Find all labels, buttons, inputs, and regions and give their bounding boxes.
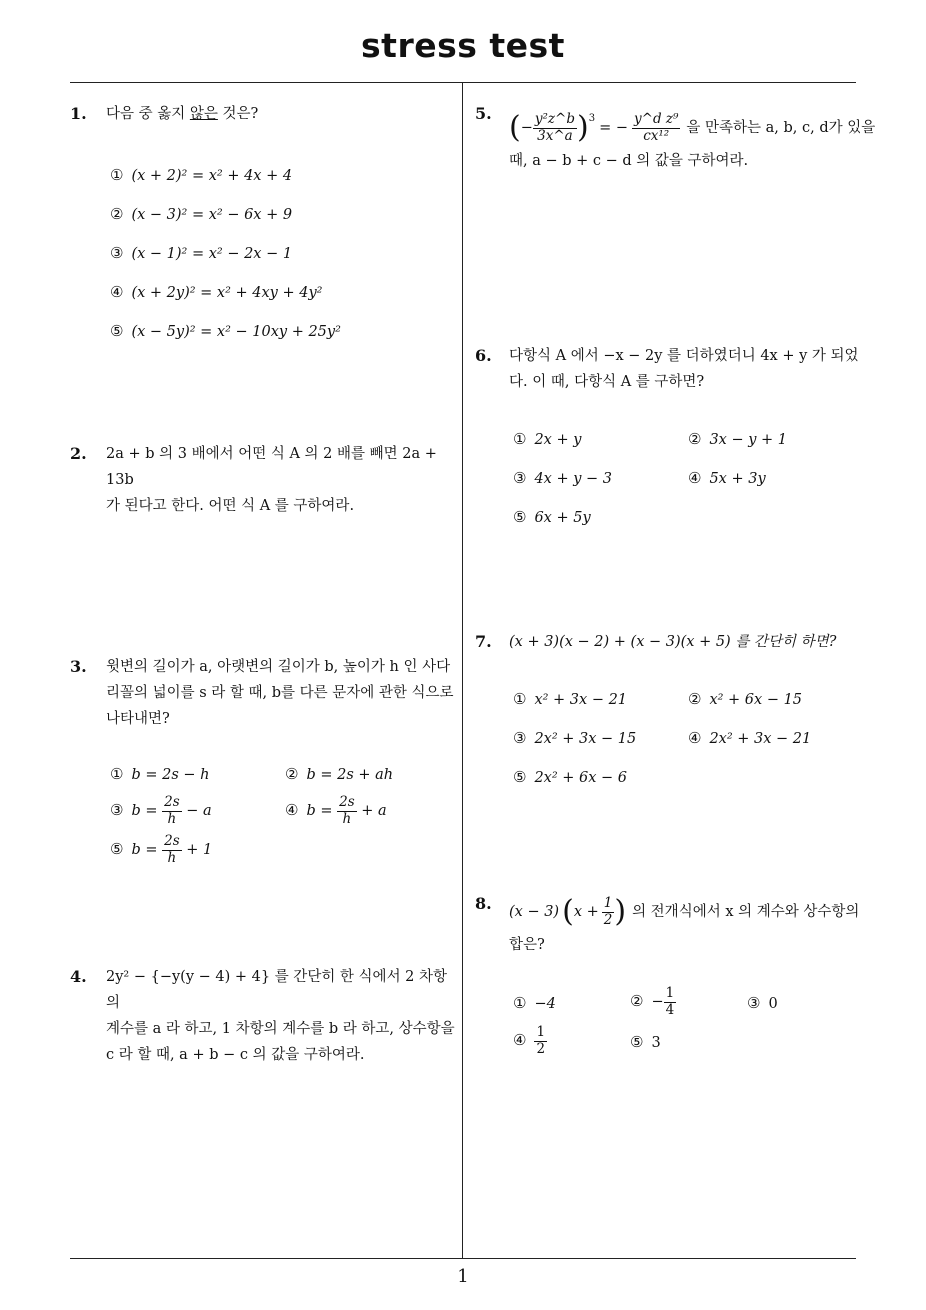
option-3[interactable] bbox=[110, 795, 212, 827]
fraction: $\frac{\text{y\textasciicircum{}d z⁹}}{\text{cx¹²}}$ bbox=[634, 110, 679, 144]
option-4[interactable] bbox=[285, 795, 387, 827]
question-6 bbox=[475, 346, 860, 536]
question-number: 8. bbox=[475, 894, 492, 913]
option-4[interactable] bbox=[688, 729, 811, 747]
option-3[interactable] bbox=[110, 244, 292, 262]
question-line: 나타내면? bbox=[106, 711, 170, 727]
option-expr: 6x + 5y bbox=[534, 510, 591, 526]
question-7 bbox=[475, 632, 860, 802]
question-text-part: 다음 중 옳지 bbox=[106, 106, 190, 122]
fraction: $\frac{2s}{h}$ bbox=[339, 794, 355, 827]
question-4 bbox=[70, 967, 460, 1063]
question-3 bbox=[70, 657, 460, 877]
option-expr: 2x² + 6x − 6 bbox=[534, 770, 628, 786]
option-expr: (x − 3)² = x² − 6x + 9 bbox=[131, 207, 293, 223]
option-expr: (x + 2y)² = x² + 4xy + 4y² bbox=[131, 285, 323, 301]
option-expr: + 1 bbox=[186, 842, 213, 859]
option-expr: − a bbox=[186, 803, 212, 820]
option-5[interactable] bbox=[513, 768, 627, 786]
option-1[interactable] bbox=[110, 166, 292, 184]
question-text bbox=[509, 892, 859, 958]
option-mark: ⑤ bbox=[513, 768, 527, 786]
option-mark: ② bbox=[688, 430, 702, 448]
option-mark: ③ bbox=[110, 801, 124, 820]
option-4[interactable] bbox=[110, 283, 322, 301]
question-number: 1. bbox=[70, 104, 87, 123]
question-5 bbox=[475, 104, 876, 184]
option-5[interactable] bbox=[110, 322, 341, 340]
question-line: 의 전개식에서 x 의 계수와 상수항의 bbox=[632, 904, 860, 920]
question-line: 때, a − b + c − d 의 값을 구하여라. bbox=[509, 153, 749, 169]
question-text bbox=[106, 101, 258, 127]
option-mark: ④ bbox=[688, 469, 702, 487]
option-mark: ③ bbox=[747, 994, 761, 1012]
option-mark: ① bbox=[110, 765, 124, 783]
option-mark: ① bbox=[110, 166, 124, 184]
option-3[interactable] bbox=[513, 469, 612, 487]
question-line: c 라 할 때, a + b − c 의 값을 구하여라. bbox=[106, 1047, 365, 1063]
option-mark: ⑤ bbox=[513, 508, 527, 526]
question-text-part: 것은? bbox=[217, 106, 259, 122]
option-expr: 4x + y − 3 bbox=[534, 471, 613, 487]
question-text: (x + 3)(x − 2) + (x − 3)(x + 5) 를 간단히 하면? bbox=[509, 634, 837, 650]
question-number: 5. bbox=[475, 104, 492, 123]
footer-rule bbox=[70, 1258, 856, 1259]
option-mark: ④ bbox=[285, 801, 299, 820]
option-mark: ⑤ bbox=[110, 322, 124, 340]
fraction: $\frac{\text{y²z\textasciicircum{}b}}{3x\^{}a}$ bbox=[534, 110, 575, 144]
fraction: $\frac{1}{2}$ bbox=[603, 894, 613, 928]
fraction: $\frac{2s}{h}$ bbox=[164, 833, 180, 866]
option-mark: ⑤ bbox=[630, 1033, 644, 1051]
option-expr: b = bbox=[131, 842, 158, 859]
option-mark: ② bbox=[285, 765, 299, 783]
question-number: 4. bbox=[70, 967, 87, 986]
option-5[interactable] bbox=[630, 1033, 661, 1051]
option-1[interactable] bbox=[513, 690, 627, 708]
option-mark: ⑤ bbox=[110, 840, 124, 859]
option-expr: −4 bbox=[534, 996, 556, 1012]
option-1[interactable] bbox=[513, 994, 556, 1012]
question-number: 6. bbox=[475, 346, 492, 365]
page-title: stress test bbox=[361, 26, 565, 65]
question-line: 리꼴의 넓이를 s 라 할 때, b를 다른 문자에 관한 식으로 bbox=[106, 685, 454, 701]
question-number: 2. bbox=[70, 444, 87, 463]
question-line: 다항식 A 에서 −x − 2y 를 더하였더니 4x + y 가 되었 bbox=[509, 348, 859, 364]
option-mark: ④ bbox=[513, 1031, 527, 1050]
question-line: 계수를 a 라 하고, 1 차항의 계수를 b 라 하고, 상수항을 bbox=[106, 1021, 455, 1037]
question-text bbox=[106, 441, 460, 519]
question-2 bbox=[70, 444, 460, 514]
question-text bbox=[106, 964, 460, 1068]
option-mark: ④ bbox=[688, 729, 702, 747]
option-expr: b = 2s + ah bbox=[306, 767, 394, 783]
question-8 bbox=[475, 892, 860, 1072]
option-expr: b = 2s − h bbox=[131, 767, 210, 783]
option-expr: 3 bbox=[651, 1035, 661, 1051]
option-mark: ① bbox=[513, 994, 527, 1012]
option-expr: (x − 5y)² = x² − 10xy + 25y² bbox=[131, 324, 341, 340]
question-text bbox=[509, 104, 875, 174]
page-number: 1 bbox=[457, 1266, 469, 1287]
option-3[interactable] bbox=[513, 729, 636, 747]
question-line: 윗변의 길이가 a, 아랫변의 길이가 b, 높이가 h 인 사다 bbox=[106, 659, 451, 675]
question-line: 합은? bbox=[509, 937, 545, 953]
option-2[interactable] bbox=[110, 205, 292, 223]
option-mark: ② bbox=[110, 205, 124, 223]
question-number: 7. bbox=[475, 632, 492, 651]
option-2[interactable] bbox=[630, 986, 676, 1018]
option-4[interactable] bbox=[513, 1025, 547, 1057]
option-mark: ② bbox=[630, 992, 644, 1011]
option-expr: − bbox=[651, 994, 664, 1011]
option-expr: b = bbox=[306, 803, 333, 820]
option-expr: x² + 3x − 21 bbox=[534, 692, 628, 708]
option-expr: 2x² + 3x − 21 bbox=[709, 731, 812, 747]
option-mark: ② bbox=[688, 690, 702, 708]
option-expr: 0 bbox=[768, 996, 778, 1012]
option-5[interactable] bbox=[110, 834, 212, 866]
option-mark: ④ bbox=[110, 283, 124, 301]
question-text bbox=[509, 343, 859, 395]
option-2[interactable] bbox=[688, 430, 787, 448]
option-expr: 3x − y + 1 bbox=[709, 432, 788, 448]
option-mark: ③ bbox=[110, 244, 124, 262]
header-rule bbox=[70, 82, 856, 83]
question-text bbox=[106, 654, 454, 732]
option-5[interactable] bbox=[513, 508, 591, 526]
option-expr: x² + 6x − 15 bbox=[709, 692, 803, 708]
option-4[interactable] bbox=[688, 469, 766, 487]
question-line: 다. 이 때, 다항식 A 를 구하면? bbox=[509, 374, 705, 390]
question-line: 2y² − {−y(y − 4) + 4} 를 간단히 한 식에서 2 차항의 bbox=[106, 969, 448, 1011]
question-line: 을 만족하는 a, b, c, d가 있을 bbox=[686, 120, 876, 136]
option-expr: 2x + y bbox=[534, 432, 582, 448]
option-2[interactable] bbox=[688, 690, 802, 708]
fraction: $\frac{1}{2}$ bbox=[536, 1024, 546, 1057]
question-1 bbox=[70, 104, 460, 354]
equation-line: ( − $\frac{\text{y²z\textasciicircum{}b}}{3x\^{}a}$ ) 3 = − $\frac{\text{y\textasciicircum{}d z⁹}}{\text{cx¹²}}$ 을 만족하는 a, b, c, d가 있을 bbox=[509, 110, 876, 145]
option-1[interactable] bbox=[110, 765, 209, 783]
option-mark: ① bbox=[513, 690, 527, 708]
option-expr: + a bbox=[361, 803, 387, 820]
underlined-word: 않은 bbox=[189, 106, 218, 122]
option-2[interactable] bbox=[285, 765, 393, 783]
fraction: $\frac{2s}{h}$ bbox=[164, 794, 180, 827]
option-expr: (x − 1)² = x² − 2x − 1 bbox=[131, 246, 293, 262]
option-mark: ③ bbox=[513, 469, 527, 487]
fraction: $\frac{1}{4}$ bbox=[665, 985, 675, 1018]
option-expr: 2x² + 3x − 15 bbox=[534, 731, 637, 747]
column-divider bbox=[462, 83, 463, 1258]
question-number: 3. bbox=[70, 657, 87, 676]
option-3[interactable] bbox=[747, 994, 778, 1012]
option-mark: ① bbox=[513, 430, 527, 448]
equation-line: (x − 3) ( x + $\frac{1}{2}$ ) 의 전개식에서 x 의 계수와 상수항의 bbox=[509, 894, 860, 929]
option-1[interactable] bbox=[513, 430, 581, 448]
question-line: 가 된다고 한다. 어떤 식 A 를 구하여라. bbox=[106, 498, 355, 514]
option-expr: (x + 2)² = x² + 4x + 4 bbox=[131, 168, 293, 184]
question-line: 2a + b 의 3 배에서 어떤 식 A 의 2 배를 빼면 2a + 13b bbox=[106, 446, 437, 488]
option-mark: ③ bbox=[513, 729, 527, 747]
option-expr: 5x + 3y bbox=[709, 471, 766, 487]
option-expr: b = bbox=[131, 803, 158, 820]
